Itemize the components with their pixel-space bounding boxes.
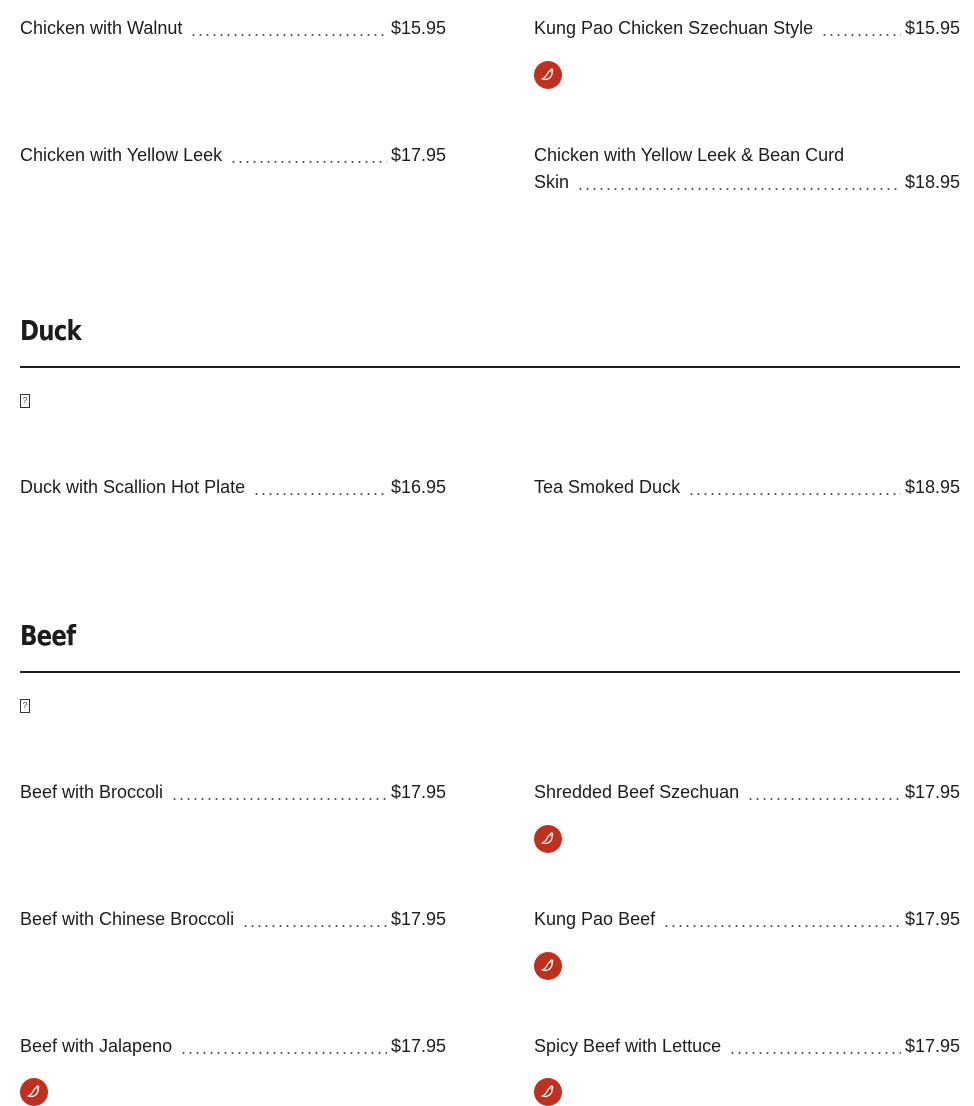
menu-item-price: $18.95 bbox=[904, 477, 960, 497]
menu-item bbox=[20, 142, 446, 169]
menu-item bbox=[20, 1033, 446, 1060]
section-divider bbox=[20, 671, 960, 673]
menu-item-price: $17.95 bbox=[390, 909, 446, 929]
chili-pepper-icon bbox=[534, 952, 562, 980]
menu-item bbox=[534, 474, 960, 501]
menu-item-price: $17.95 bbox=[390, 1036, 446, 1056]
chili-pepper-icon bbox=[534, 825, 562, 853]
menu-item-price: $17.95 bbox=[390, 145, 446, 165]
menu-item-price: $17.95 bbox=[904, 1036, 960, 1056]
dot-leader bbox=[253, 493, 387, 495]
dot-leader bbox=[230, 161, 387, 163]
dot-leader bbox=[688, 493, 901, 495]
menu-item bbox=[20, 474, 446, 501]
dot-leader bbox=[171, 798, 387, 800]
menu-item-name: Shredded Beef Szechuan bbox=[534, 782, 740, 802]
dot-leader bbox=[729, 1052, 901, 1054]
chili-pepper-icon bbox=[20, 1078, 48, 1106]
menu-item-name: Duck with Scallion Hot Plate bbox=[20, 477, 246, 497]
menu-item bbox=[20, 906, 446, 933]
menu-item bbox=[534, 15, 960, 42]
missing-glyph-icon: ? bbox=[20, 699, 30, 713]
menu-item-name: Chicken with Walnut bbox=[20, 18, 183, 38]
menu-item bbox=[534, 906, 960, 933]
menu-item-name: Chicken with Yellow Leek bbox=[20, 145, 223, 165]
menu-item-price: $17.95 bbox=[904, 782, 960, 802]
menu-item-name: Chicken with Yellow Leek & Bean Curd bbox=[534, 145, 845, 165]
chili-pepper-icon bbox=[534, 61, 562, 89]
dot-leader bbox=[242, 925, 387, 927]
menu-item-price: $17.95 bbox=[390, 782, 446, 802]
dot-leader bbox=[663, 925, 901, 927]
chili-pepper-icon bbox=[534, 1078, 562, 1106]
menu-item bbox=[20, 779, 446, 806]
dot-leader bbox=[180, 1052, 387, 1054]
dot-leader bbox=[190, 34, 387, 36]
menu-item-price: $16.95 bbox=[390, 477, 446, 497]
missing-glyph-icon: ? bbox=[20, 394, 30, 408]
menu-item-name-continued: Skin bbox=[534, 172, 570, 192]
dot-leader bbox=[577, 188, 901, 190]
menu-item-name: Beef with Chinese Broccoli bbox=[20, 909, 235, 929]
menu-item-name: Kung Pao Beef bbox=[534, 909, 656, 929]
section-title-beef: Beef bbox=[20, 619, 76, 652]
menu-item-price: $17.95 bbox=[904, 909, 960, 929]
menu-item-name: Beef with Jalapeno bbox=[20, 1036, 173, 1056]
dot-leader bbox=[747, 798, 901, 800]
section-divider bbox=[20, 366, 960, 368]
menu-item bbox=[534, 1033, 960, 1060]
dot-leader bbox=[821, 34, 901, 36]
menu-item-name: Kung Pao Chicken Szechuan Style bbox=[534, 18, 814, 38]
menu-item-name: Beef with Broccoli bbox=[20, 782, 164, 802]
menu-item bbox=[534, 142, 960, 196]
menu-item bbox=[20, 15, 446, 42]
menu-item-price: $15.95 bbox=[390, 18, 446, 38]
menu-item-name: Spicy Beef with Lettuce bbox=[534, 1036, 722, 1056]
menu-item bbox=[534, 779, 960, 806]
menu-item-price: $15.95 bbox=[904, 18, 960, 38]
section-title-duck: Duck bbox=[20, 314, 82, 347]
menu-item-price: $18.95 bbox=[904, 172, 960, 192]
menu-item-name: Tea Smoked Duck bbox=[534, 477, 681, 497]
